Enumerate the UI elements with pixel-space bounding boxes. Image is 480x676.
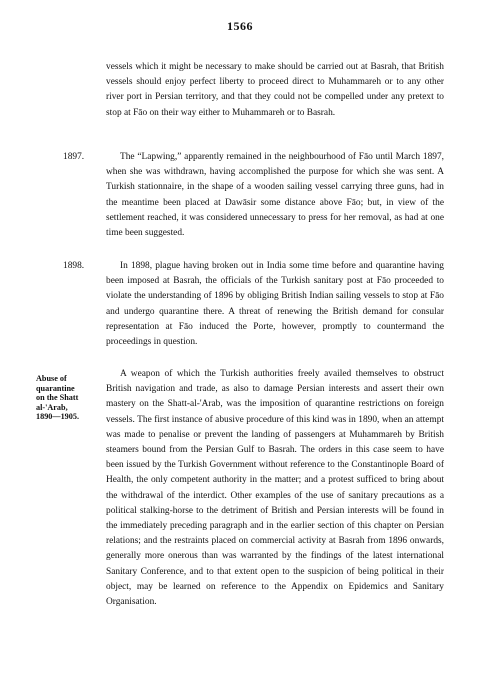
- paragraph-quarantine: A weapon of which the Turkish authorities freely availed themselves to obstruct British navigation and trade, as also to damage Persian interests and assert their own mastery on the Shatt-al-'Arab, was the imposition of quarantine restrictions on foreign vessels. The first instance of abusive procedure of this kind was in 1890, when an attempt was made to penalise or prevent the landing of passengers at Muhammareh by British steamers bound from the Persian Gulf to Basrah. The orders in this case seem to have been issued by the Turkish Government without reference to the Constantinople Board of Health, the only competent authority in the matter; and a protest sufficed to bring about the withdrawal of the interdict. Other examples of the use of sanitary precautions as a political stalking-horse to the detriment of British and Persian interests will be found in the immediately preceding paragraph and in the earlier section of this chapter on Persian relations; and the restraints placed on commercial activity at Basrah from 1896 onwards, generally more onerous than was warranted by the findings of the latest international Sanitary Conference, and to that extent open to the suspicion of being political in their object, may be learned on reference to the Appendix on Epidemics and Sanitary Organisation.: [106, 369, 444, 608]
- paragraph-1898: In 1898, plague having broken out in India some time before and quarantine having been imposed at Basrah, the officials of the Turkish sanitary post at Fāo proceeded to violate the understanding of 1896 by obliging British Indian sailing vessels to stop at Fāo and undergo quarantine there. A threat of renewing the British demand for consular representation at Fāo induced the Porte, however, promptly to countermand the proceedings in question.: [106, 261, 444, 348]
- margin-note-quarantine: [36, 374, 100, 422]
- margin-note-line: Abuse of: [36, 374, 67, 383]
- margin-note-line: 1890—1905.: [36, 412, 79, 422]
- page-number: 1566: [227, 19, 253, 33]
- margin-note-line: al-'Arab,: [36, 402, 68, 412]
- paragraph-1897: The “Lapwing,” apparently remained in the neighbourhood of Fāo until March 1897, when she was withdrawn, having accomplished the purpose for which she was sent. A Turkish stationnaire, in the shape of a wooden sailing vessel carrying three guns, had in the meantime been placed at Dawāsir some distance above Fāo; but, in view of the settlement reached, it was considered unnecessary to press for her removal, as had at one time been suggested.: [106, 152, 444, 239]
- margin-note-line: on the Shatt: [36, 393, 79, 403]
- paragraph-continuation: vessels which it might be necessary to make should be carried out at Basrah, that British vessels should enjoy perfect liberty to proceed direct to Muhammareh or to any other river port in Persian territory, and that they could not be compelled under any pretext to stop at Fāo on their way either to Muhammareh or to Basrah.: [106, 62, 444, 118]
- margin-year-1898: 1898.: [63, 261, 85, 271]
- margin-note-line: quarantine: [36, 383, 75, 393]
- margin-year-1897: 1897.: [63, 152, 85, 162]
